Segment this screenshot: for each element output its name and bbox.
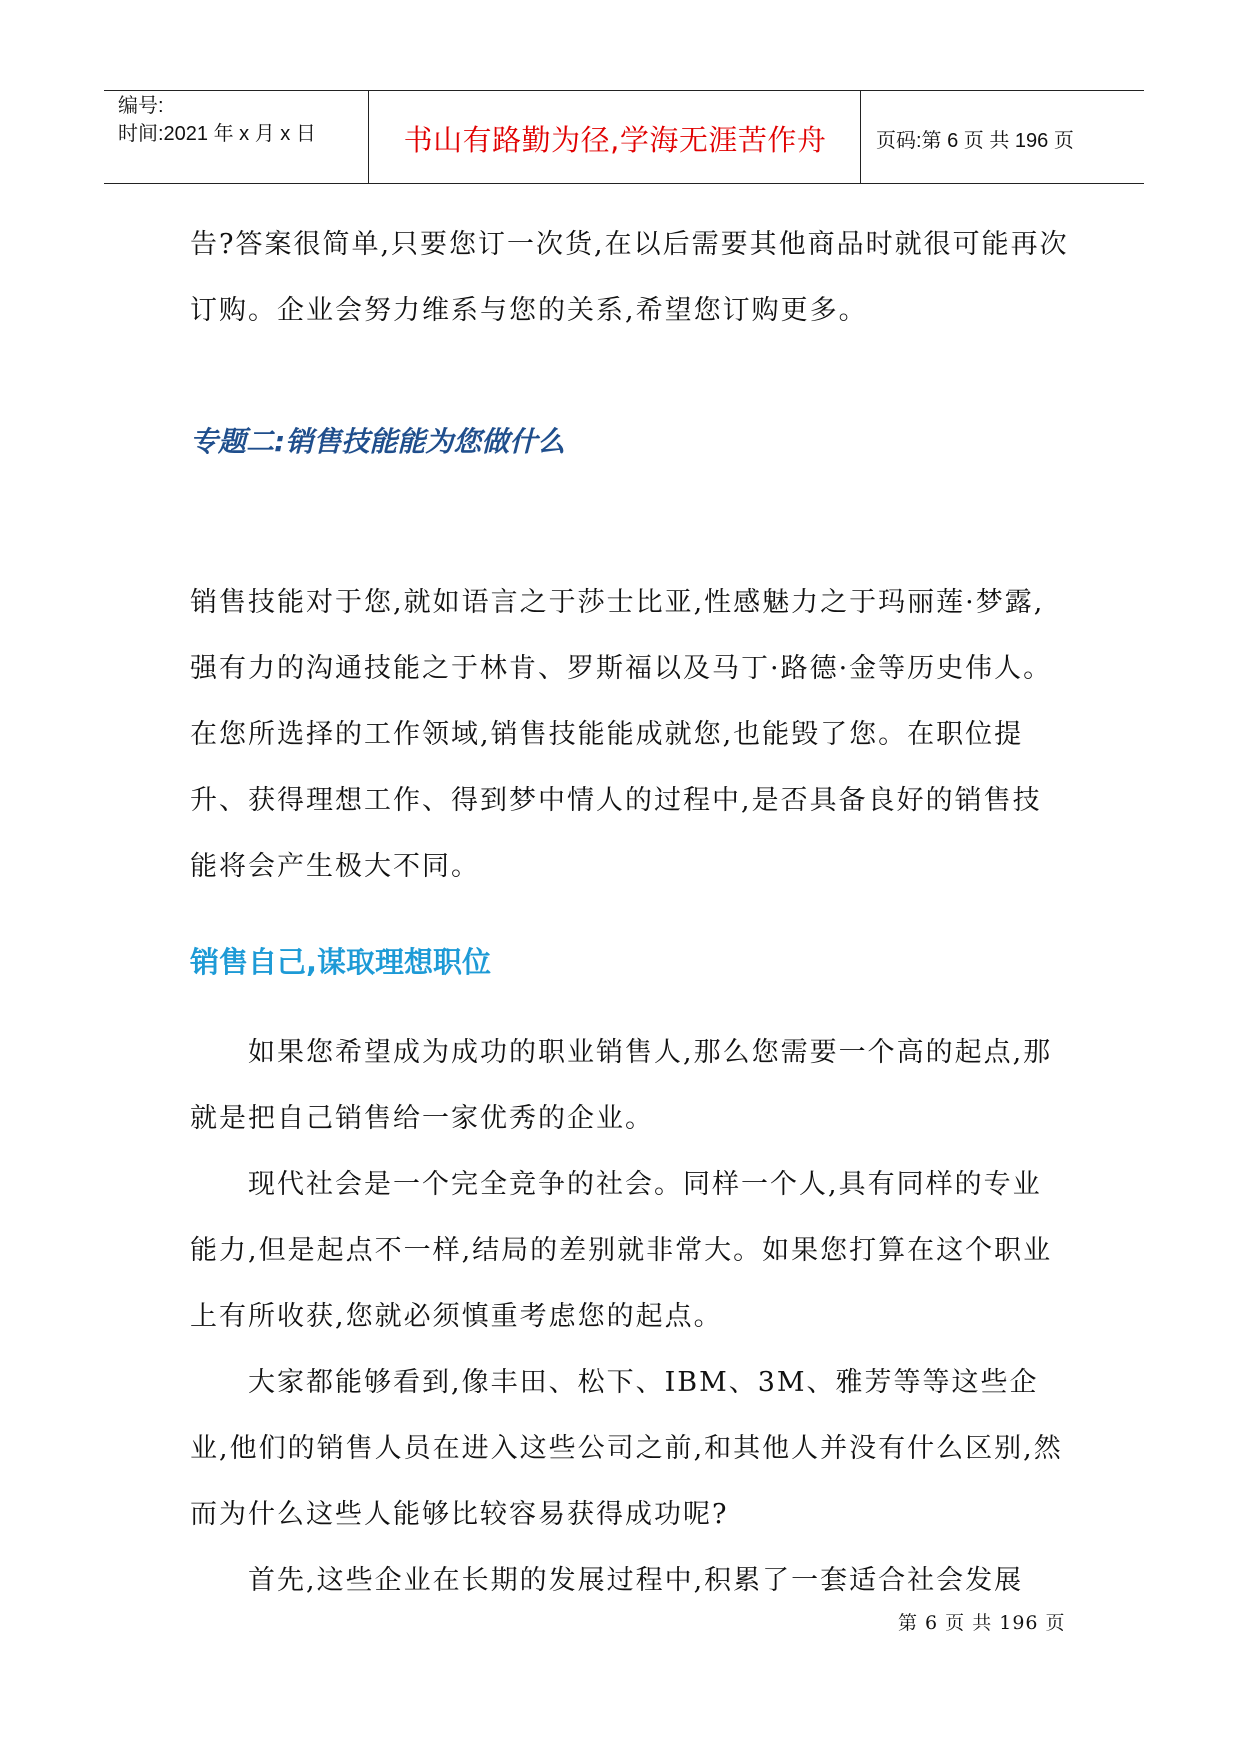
- topic-heading: 专题二:销售技能能为您做什么: [190, 425, 566, 458]
- header-motto: 书山有路勤为径,学海无涯苦作舟: [403, 123, 827, 157]
- paragraph-sales-skills: 销售技能对于您,就如语言之于莎士比亚,性感魅力之于玛丽莲·梦露,强有力的沟通技能之于林肯、罗斯福以及马丁·路德·金等历史伟人。在您所选择的工作领域,销售技能能成就您,也能毁了您。在职位提升、获得理想工作、得到梦中情人的过程中,是否具备良好的销售技能将会产生极大不同。: [190, 587, 1053, 882]
- paragraph-continued: 告?答案很简单,只要您订一次货,在以后需要其他商品时就很可能再次订购。企业会努力维系与您的关系,希望您订购更多。: [190, 229, 1069, 326]
- sub-heading: 销售自己,谋取理想职位: [190, 945, 492, 979]
- header-time-label: 时间:2021 年 x 月 x 日: [118, 123, 316, 145]
- paragraph-4: 首先,这些企业在长期的发展过程中,积累了一套适合社会发展: [248, 1565, 1024, 1596]
- header-divider-left: [368, 90, 369, 183]
- paragraph-3: 大家都能够看到,像丰田、松下、IBM、3M、雅芳等等这些企业,他们的销售人员在进入这些公司之前,和其他人并没有什么区别,然而为什么这些人能够比较容易获得成功呢?: [190, 1367, 1063, 1530]
- header-meta: [118, 92, 316, 148]
- header-top-rule: [104, 90, 1144, 91]
- paragraph-1: 如果您希望成为成功的职业销售人,那么您需要一个高的起点,那就是把自己销售给一家优秀的企业。: [190, 1037, 1053, 1134]
- header-bottom-rule: [104, 183, 1144, 184]
- paragraph-2: 现代社会是一个完全竞争的社会。同样一个人,具有同样的专业能力,但是起点不一样,结局的差别就非常大。如果您打算在这个职业上有所收获,您就必须慎重考虑您的起点。: [190, 1169, 1053, 1332]
- header-page-label: 页码:第 6 页 共 196 页: [876, 130, 1074, 152]
- header-number-label: 编号:: [118, 95, 164, 117]
- header-divider-right: [860, 90, 861, 183]
- footer-page-number: 第 6 页 共 196 页: [898, 1612, 1066, 1634]
